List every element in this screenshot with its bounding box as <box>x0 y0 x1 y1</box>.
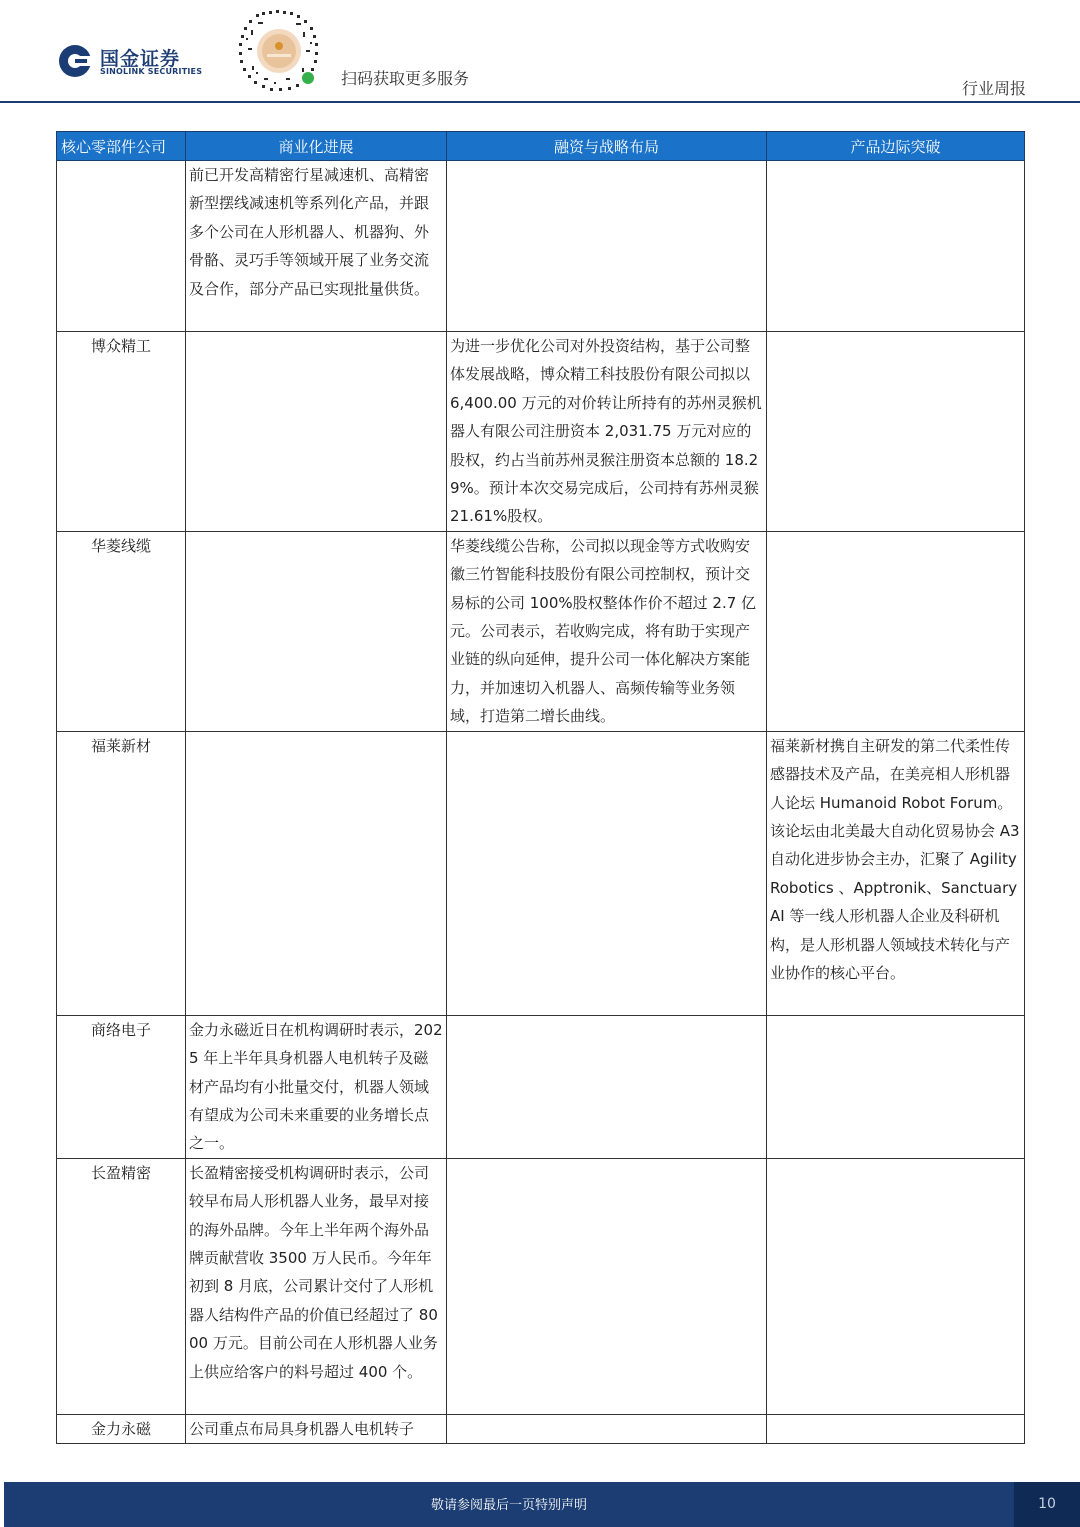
table-row <box>57 1414 1025 1443</box>
cell-product <box>767 332 1025 532</box>
cell-commercial: 金力永磁近日在机构调研时表示，2025 年上半年具身机器人电机转子及磁材产品均有小批量交付，机器人领域有望成为公司未来重要的业务增长点之一。 <box>186 1015 447 1158</box>
disclaimer-text: 敬请参阅最后一页特别声明 <box>430 1498 587 1513</box>
page-header <box>0 0 1080 103</box>
cell-product <box>767 1158 1025 1414</box>
cell-product <box>767 531 1025 731</box>
cell-financing <box>447 1015 767 1158</box>
cell-company: 长盈精密 <box>57 1158 186 1414</box>
scan-for-services-text: 扫码获取更多服务 <box>341 69 470 88</box>
report-type-label: 行业周报 <box>962 79 1027 98</box>
cell-commercial <box>186 332 447 532</box>
cell-commercial: 长盈精密接受机构调研时表示，公司较早布局人形机器人业务，最早对接的海外品牌。今年上半年两个海外品牌贡献营收 3500 万人民币。今年年初到 8 月底，公司累计交付了人形机器人结构件产品的价值已经超过了 8000 万元。目前公司在人形机器人业务上供应给客户的料号超过 400 个。 <box>186 1158 447 1414</box>
sinolink-logo-icon <box>58 44 92 78</box>
header-divider <box>0 101 1080 103</box>
cell-commercial <box>186 531 447 731</box>
cell-product <box>767 1414 1025 1443</box>
table-row <box>57 1158 1025 1414</box>
cell-company <box>57 161 186 332</box>
cell-product <box>767 161 1025 332</box>
cell-company: 华菱线缆 <box>57 531 186 731</box>
cell-company: 金力永磁 <box>57 1414 186 1443</box>
cell-financing <box>447 1158 767 1414</box>
table-row <box>57 161 1025 332</box>
column-header-commercial: 商业化进展 <box>186 132 447 161</box>
column-header-company: 核心零部件公司 <box>57 132 186 161</box>
cell-company: 商络电子 <box>57 1015 186 1158</box>
cell-company: 福莱新材 <box>57 731 186 1015</box>
table-row <box>57 731 1025 1015</box>
cell-commercial <box>186 731 447 1015</box>
table-row <box>57 1015 1025 1158</box>
table-header-row <box>57 132 1025 161</box>
table-row <box>57 531 1025 731</box>
component-companies-table <box>56 131 1025 1444</box>
table-row <box>57 332 1025 532</box>
column-header-product: 产品边际突破 <box>767 132 1025 161</box>
column-header-financing: 融资与战略布局 <box>447 132 767 161</box>
cell-financing: 华菱线缆公告称，公司拟以现金等方式收购安徽三竹智能科技股份有限公司控制权，预计交易标的公司 100%股权整体作价不超过 2.7 亿元。公司表示，若收购完成，将有助于实现产业链的纵向延伸，提升公司一体化解决方案能力，并加速切入机器人、高频传输等业务领域，打造第二增长曲线。 <box>447 531 767 731</box>
cell-financing <box>447 161 767 332</box>
cell-commercial: 公司重点布局具身机器人电机转子 <box>186 1414 447 1443</box>
cell-product: 福莱新材携自主研发的第二代柔性传感器技术及产品，在美亮相人形机器人论坛 Humanoid Robot Forum。该论坛由北美最大自动化贸易协会 A3 自动化进步协会主办，汇聚了 Agility Robotics 、Apptronik、Sanctuary AI 等一线人形机器人企业及科研机构，是人形机器人领域技术转化与产业协作的核心平台。 <box>767 731 1025 1015</box>
cell-financing <box>447 731 767 1015</box>
cell-financing: 为进一步优化公司对外投资结构，基于公司整体发展战略，博众精工科技股份有限公司拟以 6,400.00 万元的对价转让所持有的苏州灵猴机器人有限公司注册资本 2,031.75 万元对应的股权，约占当前苏州灵猴注册资本总额的 18.29%。预计本次交易完成后，公司持有苏州灵猴 21.61%股权。 <box>447 332 767 532</box>
cell-product <box>767 1015 1025 1158</box>
page-footer <box>4 1482 1080 1527</box>
cell-company: 博众精工 <box>57 332 186 532</box>
cell-financing <box>447 1414 767 1443</box>
cell-commercial: 前已开发高精密行星减速机、高精密新型摆线减速机等系列化产品，并跟多个公司在人形机器人、机器狗、外骨骼、灵巧手等领域开展了业务交流及合作，部分产品已实现批量供货。 <box>186 161 447 332</box>
brand-name-en: SINOLINK SECURITIES <box>100 67 203 76</box>
brand-name-cn: 国金证券 <box>100 48 181 70</box>
page-number: 10 <box>1014 1482 1080 1527</box>
qr-code-icon[interactable] <box>236 8 322 94</box>
